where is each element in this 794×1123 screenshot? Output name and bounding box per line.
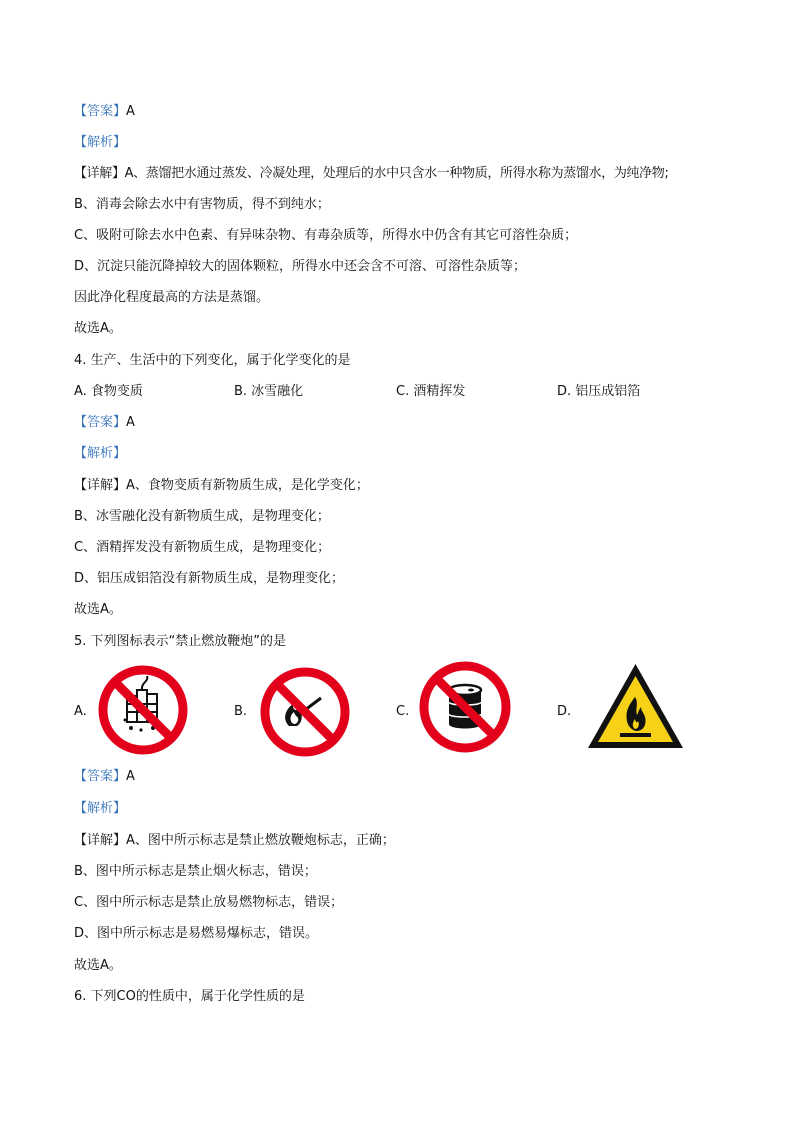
detail-line: 【详解】A、图中所示标志是禁止燃放鞭炮标志，正确； xyxy=(74,833,395,848)
q4-option-c: C. 酒精挥发 xyxy=(396,384,466,399)
detail-line: B、消毒会除去水中有害物质，得不到纯水； xyxy=(74,197,330,212)
q5-option-d-label: D. xyxy=(557,704,572,719)
q5-option-c-label: C. xyxy=(396,704,410,719)
question-6: 6. 下列CO的性质中，属于化学性质的是 xyxy=(74,989,305,1004)
q5-option-b-label: B. xyxy=(234,704,248,719)
answer-line-q3: 【答案】A xyxy=(74,104,135,119)
detail-line: B、图中所示标志是禁止烟火标志，错误； xyxy=(74,864,317,879)
detail-line: D、沉淀只能沉降掉较大的固体颗粒，所得水中还会含不可溶、可溶性杂质等； xyxy=(74,259,527,274)
answer-line-q4: 【答案】A xyxy=(74,415,135,430)
choice-line: 故选A。 xyxy=(74,602,122,617)
detail-line: 【详解】A、蒸馏把水通过蒸发、冷凝处理，处理后的水中只含水一种物质，所得水称为蒸馏水，为纯净物; xyxy=(74,166,669,181)
flammable-warning-sign-icon xyxy=(585,661,686,751)
q4-option-b: B. 冰雪融化 xyxy=(234,384,304,399)
detail-line: C、图中所示标志是禁止放易燃物标志，错误； xyxy=(74,895,344,910)
question-5: 5. 下列图标表示“禁止燃放鞭炮”的是 xyxy=(74,634,287,649)
answer-line-q5: 【答案】A xyxy=(74,769,135,784)
q5-option-a-label: A. xyxy=(74,704,87,719)
analysis-heading-q5: 【解析】 xyxy=(74,801,127,816)
detail-line: B、冰雪融化没有新物质生成，是物理变化； xyxy=(74,509,330,524)
question-4: 4. 生产、生活中的下列变化，属于化学变化的是 xyxy=(74,353,351,368)
detail-line: C、酒精挥发没有新物质生成，是物理变化； xyxy=(74,540,331,555)
analysis-heading-q3: 【解析】 xyxy=(74,135,127,150)
q4-option-d: D. 铝压成铝箔 xyxy=(557,384,641,399)
choice-line: 故选A。 xyxy=(74,958,122,973)
analysis-heading-q4: 【解析】 xyxy=(74,446,127,461)
no-firecrackers-sign-icon xyxy=(97,664,189,756)
detail-line: D、铝压成铝箔没有新物质生成，是物理变化； xyxy=(74,571,345,586)
no-flammables-sign-icon xyxy=(418,660,512,754)
detail-line: 【详解】A、食物变质有新物质生成，是化学变化； xyxy=(74,478,369,493)
choice-line: 故选A。 xyxy=(74,321,122,336)
q4-option-a: A. 食物变质 xyxy=(74,384,143,399)
conclusion-line: 因此净化程度最高的方法是蒸馏。 xyxy=(74,290,270,305)
no-open-flame-sign-icon xyxy=(259,666,351,758)
detail-line: D、图中所示标志是易燃易爆标志，错误。 xyxy=(74,926,319,941)
detail-line: C、吸附可除去水中色素、有异味杂物、有毒杂质等，所得水中仍含有其它可溶性杂质； xyxy=(74,228,578,243)
